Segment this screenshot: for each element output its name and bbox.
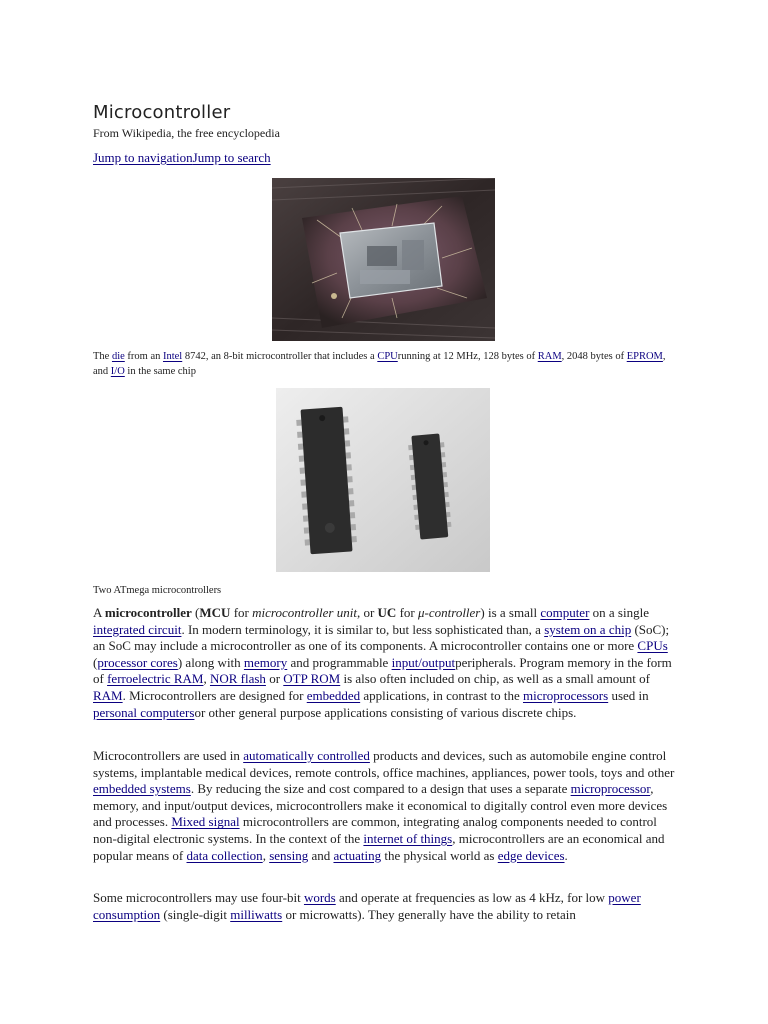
ram-link[interactable]: RAM [93, 687, 123, 703]
figure-caption-die: The die from an Intel 8742, an 8-bit microcontroller that includes a CPUrunning at 12 MHz, 128 bytes of RAM, 2048 bytes of EPROM, and I/O in the same chip [93, 351, 666, 377]
integrated-circuit-link[interactable]: integrated circuit [93, 621, 182, 637]
intel-8742-die-image[interactable] [272, 178, 495, 341]
embedded-systems-link[interactable]: embedded systems [93, 781, 191, 797]
cpus-link[interactable]: CPUs [637, 638, 668, 654]
jump-to-search-link[interactable]: Jump to search [192, 150, 271, 165]
computer-link[interactable]: computer [540, 605, 590, 620]
edge-devices-link[interactable]: edge devices [497, 847, 565, 863]
applications-paragraph: Microcontrollers are used in automatically controlled products and devices, such as automobile engine control systems, implantable medical devices, remote controls, office machines, appliances, power tools, toys and other embedded systems. By reducing the size and cost compared to a design that uses a separate microprocessor, memory, and input/output devices, microcontrollers make it economical to digitally control even more devices and processes. Mixed signal microcontrollers are common, integrating analog components needed to control non-digital electronic systems. In the context of the internet of things, microcontrollers are an economical and popular means of data collection, sensing and actuating the physical world as edge devices. [93, 748, 675, 863]
die-link[interactable]: die [111, 351, 125, 362]
microprocessor-link[interactable]: microprocessor [570, 781, 651, 797]
cpu-link[interactable]: CPU [377, 351, 398, 362]
internet-of-things-link[interactable]: internet of things [363, 830, 453, 846]
jump-links [93, 150, 271, 166]
system-on-a-chip-link[interactable]: system on a chip [544, 621, 632, 637]
jump-to-navigation-link[interactable]: Jump to navigation [93, 150, 193, 165]
milliwatts-link[interactable]: milliwatts [230, 906, 283, 922]
embedded-link[interactable]: embedded [306, 687, 361, 703]
otp-rom-link[interactable]: OTP ROM [283, 671, 341, 687]
automatically-controlled-link[interactable]: automatically controlled [243, 748, 370, 763]
ram-link[interactable]: RAM [537, 351, 562, 362]
sensing-link[interactable]: sensing [269, 847, 309, 863]
tagline: From Wikipedia, the free encyclopedia [93, 126, 280, 140]
mixed-signal-link[interactable]: Mixed signal [171, 814, 240, 830]
io-link[interactable]: I/O [110, 366, 125, 377]
data-collection-link[interactable]: data collection [186, 847, 263, 863]
eprom-link[interactable]: EPROM [626, 351, 663, 362]
words-link[interactable]: words [303, 890, 336, 905]
input-output-link[interactable]: input/output [391, 654, 456, 670]
personal-computers-link[interactable]: personal computers [93, 704, 195, 720]
memory-link[interactable]: memory [243, 654, 288, 670]
microprocessors-link[interactable]: microprocessors [522, 687, 609, 703]
power-consumption-link[interactable]: power consumption [93, 890, 641, 922]
intel-link[interactable]: Intel [162, 351, 183, 362]
page-title: Microcontroller [93, 102, 231, 123]
power-paragraph: Some microcontrollers may use four-bit words and operate at frequencies as low as 4 kHz, for low power consumption (single-digit milliwatts or microwatts). They generally have the ability to retain [93, 890, 641, 922]
nor-flash-link[interactable]: NOR flash [209, 671, 266, 687]
actuating-link[interactable]: actuating [333, 847, 382, 863]
intro-paragraph: A microcontroller (MCU for microcontroller unit, or UC for μ-controller) is a small computer on a single integrated circuit. In modern terminology, it is similar to, but less sophisticated than, a system on a chip (SoC); an SoC may include a microcontroller as one of its components. A microcontroller contains one or more CPUs (processor cores) along with memory and programmable input/outputperipherals. Program memory in the form of ferroelectric RAM, NOR flash or OTP ROM is also often included on chip, as well as a small amount of RAM. Microcontrollers are designed for embedded applications, in contrast to the microprocessors used in personal computersor other general purpose applications consisting of various discrete chips. [93, 605, 672, 720]
atmega-chips-image[interactable] [276, 388, 490, 572]
ferroelectric-ram-link[interactable]: ferroelectric RAM [107, 671, 204, 687]
figure-caption-atmega: Two ATmega microcontrollers [93, 585, 222, 596]
processor-cores-link[interactable]: processor cores [97, 654, 178, 670]
